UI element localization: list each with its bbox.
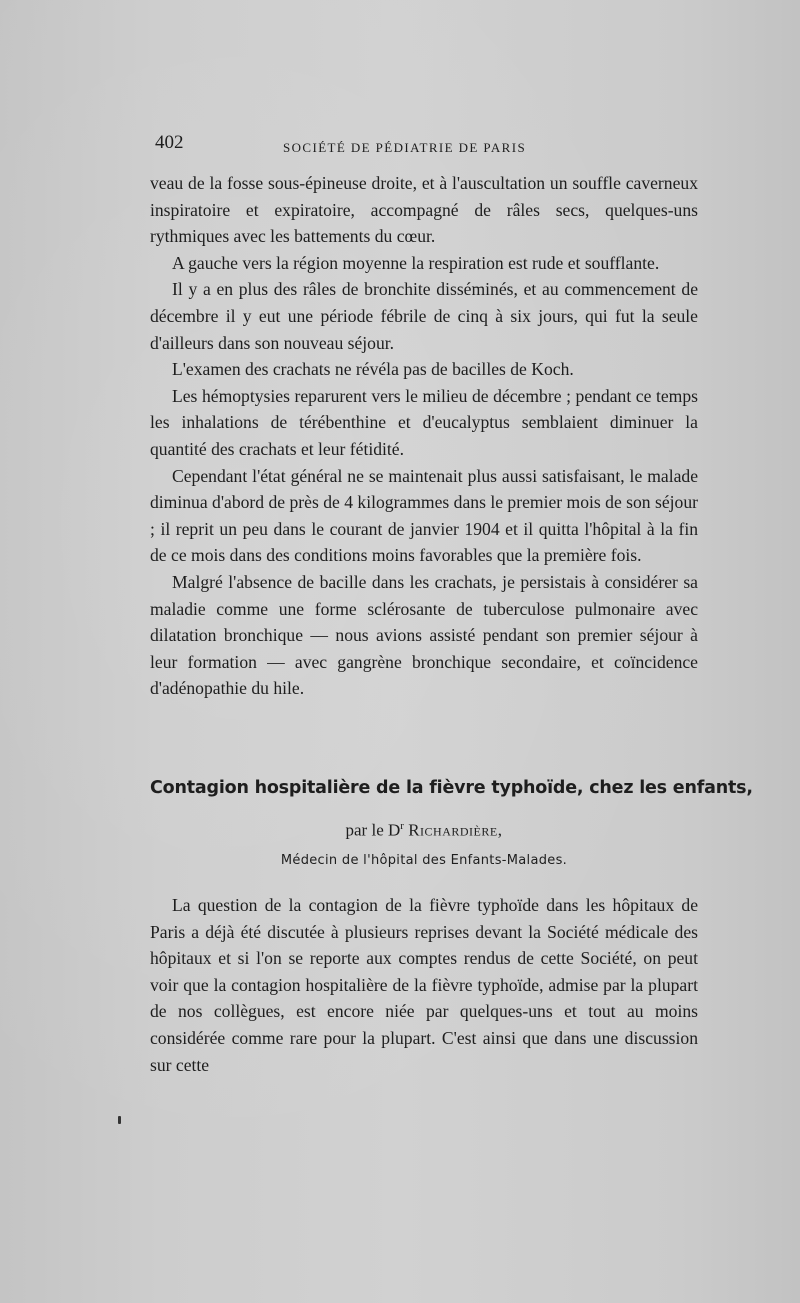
article-title: Contagion hospitalière de la fièvre typhoïde, chez les enfants, — [150, 778, 753, 798]
author-affiliation: Médecin de l'hôpital des Enfants-Malades. — [280, 853, 568, 868]
paragraph: Cependant l'état général ne se maintenait plus aussi satisfaisant, le malade diminua d'abord de près de 4 kilogrammes dans le premier mois de son séjour ; il reprit un peu dans le courant de janvier 1904 et il quitta l'hôpital à la fin de ce mois dans des conditions moins favorables que la première fois. — [150, 465, 698, 566]
paragraph: veau de la fosse sous-épineuse droite, et à l'auscultation un souffle caverneux inspiratoire et expiratoire, accompagné de râles secs, quelques-uns rythmiques avec les battements du cœur. — [150, 173, 698, 247]
running-head: SOCIÉTÉ DE PÉDIATRIE DE PARIS — [283, 140, 527, 155]
paragraph: Malgré l'absence de bacille dans les crachats, je persistais à considérer sa maladie comme une forme sclérosante de tuberculose pulmonaire avec dilatation bronchique — nous avions assisté pendant son premier séjour à leur formation — avec gangrène bronchique secondaire, et coïncidence d'adénopathie du hile. — [150, 571, 698, 699]
byline-prefix: par le D — [345, 820, 401, 840]
paragraph: L'examen des crachats ne révéla pas de bacilles de Koch. — [172, 359, 574, 380]
paragraph: A gauche vers la région moyenne la respiration est rude et soufflante. — [172, 252, 660, 273]
byline-superscript: r — [400, 820, 404, 832]
author-name: Richardière, — [408, 820, 503, 840]
paragraph: La question de la contagion de la fièvre typhoïde dans les hôpitaux de Paris a déjà été discutée à plusieurs reprises devant la Société médicale des hôpitaux et si l'on se reporte aux comptes rendus de cette Société, on peut voir que la contagion hospitalière de la fièvre typhoïde, admise par la plupart de nos collègues, est encore niée par quelques-uns et tout au moins considérée comme rare pour la plupart. C'est ainsi que dans une discussion sur cette — [150, 895, 698, 1075]
page-header — [150, 132, 698, 162]
continued-case-text — [150, 170, 698, 702]
paragraph: Il y a en plus des râles de bronchite disséminés, et au commencement de décembre il y eut une période fébrile de cinq à six jours, qui fut la seule d'ailleurs dans son nouveau séjour. — [150, 279, 698, 353]
article-text — [150, 892, 698, 1078]
print-speck — [118, 1116, 121, 1124]
paragraph: Les hémoptysies reparurent vers le milieu de décembre ; pendant ce temps les inhalations de térébenthine et d'eucalyptus semblaient diminuer la quantité des crachats et leur fétidité. — [150, 385, 698, 459]
page-number: 402 — [155, 132, 184, 153]
author-byline — [150, 820, 698, 841]
